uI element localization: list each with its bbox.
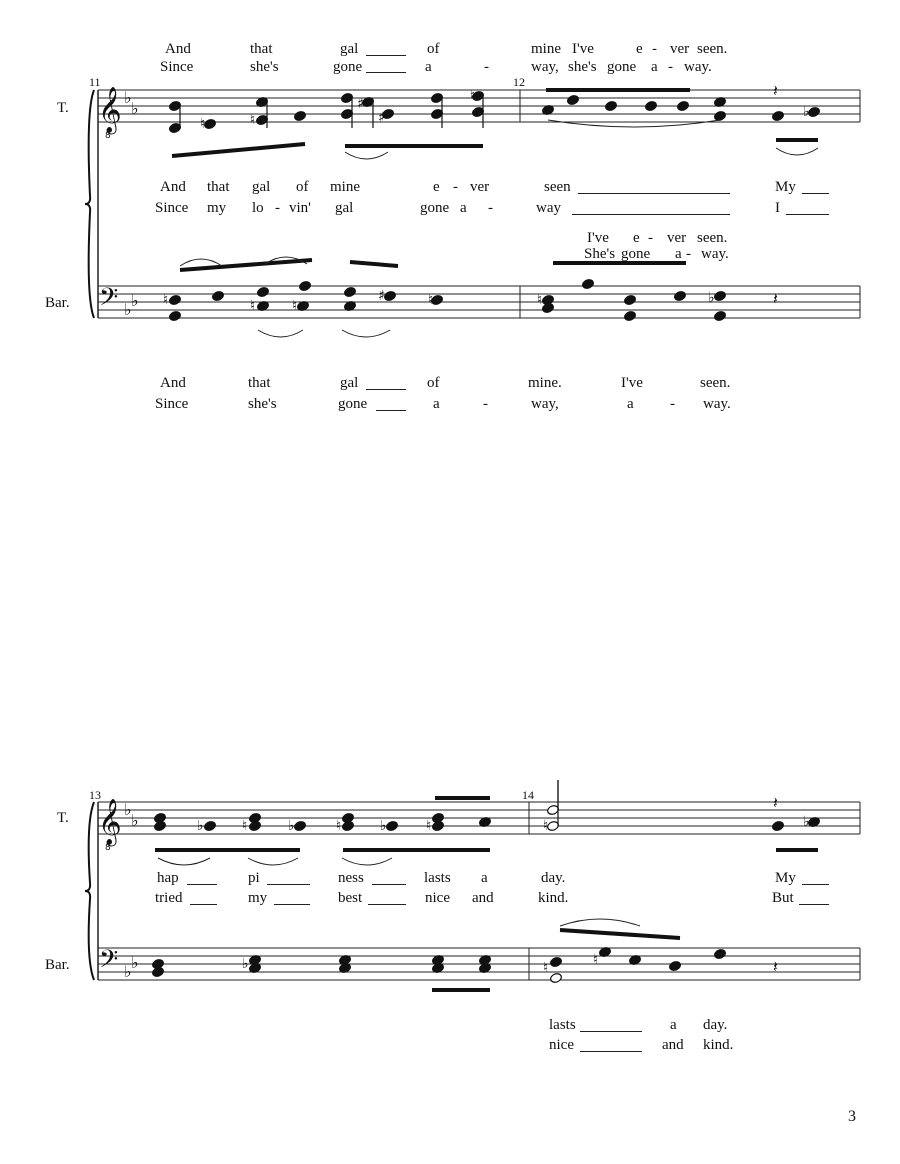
slur [342,858,392,865]
notehead [203,118,216,129]
lyric: of [427,41,440,57]
beam [350,262,398,266]
melisma-line [580,1031,642,1032]
notehead [293,110,306,121]
lyric: mine [531,41,561,57]
tenor-label-2: T. [57,810,69,826]
measure-number: 11 [89,75,101,89]
notehead [298,280,311,291]
lyric: - [648,230,653,246]
lyric: day. [541,870,566,886]
lyric: way, [531,396,559,412]
lyric: seen. [697,230,728,246]
notehead [673,290,686,301]
octave-mark: 8 [105,843,111,853]
lyric: a [481,870,488,886]
lyric: - [668,59,673,75]
lyric: - [453,179,458,195]
notehead [383,290,396,301]
lyric: seen [544,179,571,195]
bass-clef-icon: 𝄢 [99,945,119,980]
lyric: I [775,200,780,216]
notehead [211,290,224,301]
lyric: e [433,179,440,195]
lyric: and [662,1037,684,1053]
tenor-label: T. [57,100,69,116]
lyric: She's [584,246,616,262]
measure-number: 13 [89,788,101,802]
beam [172,144,305,156]
lyric: I've [572,41,594,57]
flat-icon: ♭ [124,88,132,107]
melisma-line [802,193,829,194]
lyric: gone [607,59,637,75]
lyric: pi [248,870,260,886]
natural-icon: ♮ [163,292,169,308]
notehead [341,820,354,831]
melisma-line [366,55,406,56]
lyric: lasts [424,870,451,886]
melisma-line [580,1051,642,1052]
flat-icon: ♭ [380,818,387,834]
flat-icon: ♭ [131,291,139,310]
lyric: Since [160,59,194,75]
melisma-line [786,214,829,215]
slur [158,858,210,865]
lyric: - [686,246,691,262]
lyric: that [207,179,230,195]
beam [560,930,680,938]
lyric: lasts [549,1017,576,1033]
lyric: that [248,375,271,391]
notehead [713,310,726,321]
melisma-line [274,904,310,905]
bass-clef-icon: 𝄢 [99,283,119,318]
lyric: a [651,59,658,75]
lyric: gal [252,179,271,195]
brace [85,802,94,980]
baritone-label-2: Bar. [45,957,70,973]
lyric: gal [340,375,359,391]
melisma-line [190,904,217,905]
lyric: that [250,41,273,57]
lyric: gone [338,396,368,412]
octave-mark: 8 [105,131,111,141]
lyric: vin' [289,200,311,216]
lyric: nice [549,1037,574,1053]
treble-clef-icon: 𝄞 [98,87,122,133]
notehead [668,960,681,971]
natural-icon: ♮ [242,818,248,834]
melisma-line [376,410,406,411]
lyric: ver [670,41,690,57]
natural-icon: ♮ [292,298,298,314]
brace [85,90,94,318]
notehead [581,278,594,289]
notehead [431,820,444,831]
notehead [566,94,579,105]
lyric: lo [252,200,264,216]
slur [776,148,818,155]
lyric: she's [248,396,277,412]
lyric: - [483,396,488,412]
melisma-line [799,904,829,905]
lyric: of [296,179,309,195]
notehead [549,956,562,967]
melisma-line [366,389,406,390]
lyric: e [636,41,643,57]
rest-icon: 𝄽 [773,957,778,976]
natural-icon: ♮ [537,292,543,308]
notehead [713,110,726,121]
flat-icon: ♭ [124,962,132,981]
sharp-icon: ♯ [378,110,385,126]
lyric: my [248,890,268,906]
lyric: of [427,375,440,391]
baritone-label: Bar. [45,295,70,311]
melisma-line [368,904,406,905]
lyric: way, [531,59,559,75]
natural-icon: ♮ [543,818,549,834]
natural-icon: ♮ [200,116,206,132]
lyric: and [472,890,494,906]
page-number: 3 [848,1108,856,1125]
lyric: best [338,890,363,906]
flat-icon: ♭ [124,300,132,319]
lyric: she's [568,59,597,75]
lyric: a [670,1017,677,1033]
lyric: gone [333,59,363,75]
notehead [771,110,784,121]
lyric: gal [340,41,359,57]
natural-icon: ♮ [593,952,599,968]
notehead [248,820,261,831]
notehead [713,948,726,959]
notehead [293,820,306,831]
notehead [549,972,562,983]
notehead [541,302,554,313]
notehead [676,100,689,111]
lyric: My [775,179,796,195]
notehead [644,100,657,111]
notehead [151,966,164,977]
flat-icon: ♭ [708,290,715,306]
lyric: And [165,41,191,57]
lyric: seen. [700,375,731,391]
lyric: And [160,179,186,195]
flat-icon: ♭ [803,104,810,120]
beam [180,260,312,270]
lyric: nice [425,890,450,906]
natural-icon: ♮ [336,818,342,834]
notehead [168,310,181,321]
slur [548,120,720,127]
rest-icon: 𝄽 [773,289,778,308]
flat-icon: ♭ [197,818,204,834]
notehead [623,294,636,305]
lyric: gone [621,246,651,262]
notehead [623,310,636,321]
lyric: gal [335,200,354,216]
natural-icon: ♮ [250,298,256,314]
melisma-line [187,884,217,885]
lyric: gone [420,200,450,216]
lyric: - [275,200,280,216]
melisma-line [372,884,406,885]
lyric: way [536,200,561,216]
slur [560,919,640,926]
flat-icon: ♭ [242,956,249,972]
melisma-line [366,72,406,73]
flat-icon: ♭ [288,818,295,834]
lyric: ver [667,230,687,246]
melisma-line [267,884,310,885]
notehead [343,286,356,297]
lyric: a [627,396,634,412]
lyric: way. [684,59,712,75]
lyric: - [488,200,493,216]
lyric: mine [330,179,360,195]
lyric: seen. [697,41,728,57]
lyric: kind. [538,890,569,906]
lyric: kind. [703,1037,734,1053]
lyric: my [207,200,227,216]
lyric: way. [701,246,729,262]
notehead [203,820,216,831]
lyric: e [633,230,640,246]
melisma-line [572,214,730,215]
measure-number: 14 [522,788,534,802]
lyric: ver [470,179,490,195]
notehead [604,100,617,111]
notehead [771,820,784,831]
sharp-icon: ♯ [357,96,364,112]
flat-icon: ♭ [131,953,139,972]
slur [342,330,390,337]
natural-icon: ♮ [470,88,476,104]
lyric: Since [155,200,189,216]
lyric: she's [250,59,279,75]
measure-number: 12 [513,75,525,89]
lyric: - [484,59,489,75]
notehead [168,294,181,305]
slur [345,152,388,159]
treble-clef-icon: 𝄞 [98,799,122,845]
notehead [713,290,726,301]
lyric: My [775,870,796,886]
lyric: a [460,200,467,216]
natural-icon: ♮ [543,960,549,976]
natural-icon: ♮ [428,292,434,308]
lyric: a [675,246,682,262]
notehead [153,820,166,831]
sharp-icon: ♯ [378,288,385,304]
lyric: hap [157,870,179,886]
lyric: - [652,41,657,57]
melisma-line [802,884,829,885]
notehead [256,286,269,297]
rest-icon: 𝄽 [773,81,778,100]
lyric: - [670,396,675,412]
melisma-line [578,193,730,194]
lyric: tried [155,890,183,906]
lyric: ness [338,870,364,886]
natural-icon: ♮ [250,112,256,128]
flat-icon: ♭ [131,811,139,830]
flat-icon: ♭ [803,814,810,830]
flat-icon: ♭ [131,99,139,118]
slur [248,858,298,865]
natural-icon: ♮ [426,818,432,834]
lyric: I've [587,230,609,246]
lyric: day. [703,1017,728,1033]
slur [258,330,303,337]
flat-icon: ♭ [124,800,132,819]
lyric: Since [155,396,189,412]
lyric: way. [703,396,731,412]
slur [180,259,222,266]
lyric: a [425,59,432,75]
lyric: mine. [528,375,562,391]
rest-icon: 𝄽 [773,793,778,812]
lyric: a [433,396,440,412]
lyric: But [772,890,794,906]
lyric: And [160,375,186,391]
lyric: I've [621,375,643,391]
notehead [385,820,398,831]
